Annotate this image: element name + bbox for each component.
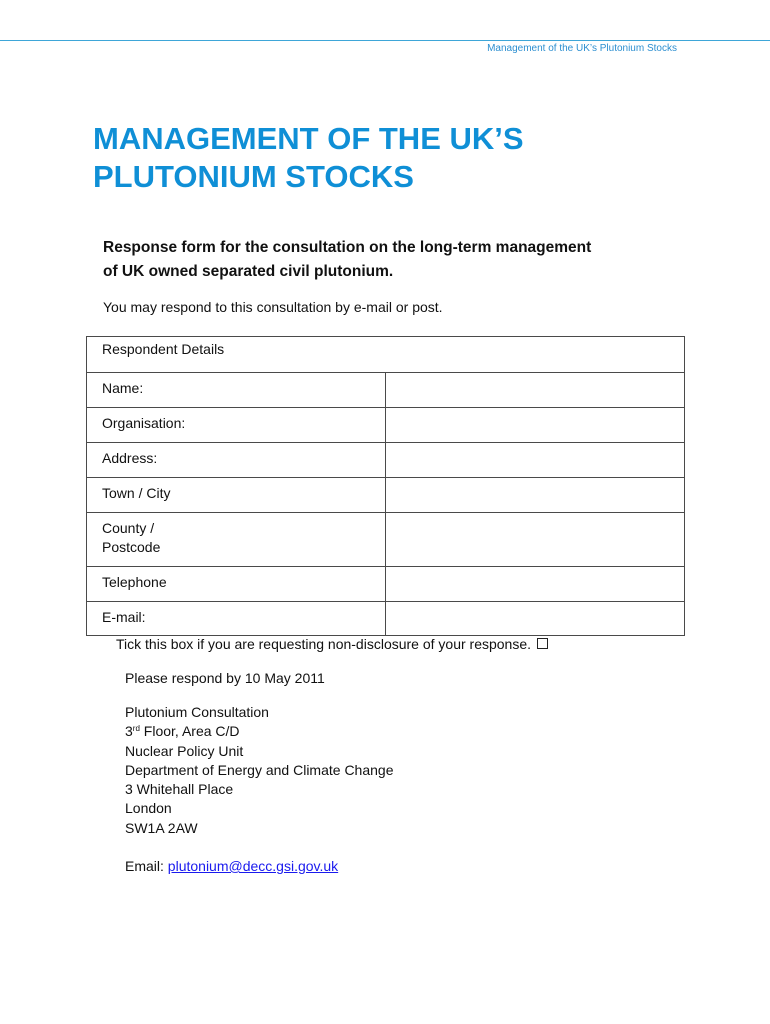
town-city-label: Town / City bbox=[87, 478, 386, 513]
document-title bbox=[93, 120, 713, 196]
town-city-field[interactable] bbox=[386, 478, 684, 502]
address-line-2 bbox=[125, 722, 393, 741]
table-row bbox=[87, 408, 685, 443]
organisation-field[interactable] bbox=[386, 408, 684, 432]
email-label: E-mail: bbox=[87, 602, 386, 636]
address-line-1: Plutonium Consultation bbox=[125, 704, 269, 720]
county-postcode-label bbox=[87, 513, 386, 567]
intro-text: You may respond to this consultation by e-mail or post. bbox=[103, 299, 443, 315]
address-line-6: London bbox=[125, 800, 172, 817]
email-prefix: Email: bbox=[125, 858, 168, 874]
email-field[interactable] bbox=[386, 602, 684, 626]
table-row bbox=[87, 567, 685, 602]
telephone-cell bbox=[386, 567, 685, 602]
county-label-line-2: Postcode bbox=[102, 539, 161, 555]
address-field[interactable] bbox=[386, 443, 684, 467]
telephone-field[interactable] bbox=[386, 567, 684, 591]
table-row bbox=[87, 513, 685, 567]
county-postcode-cell bbox=[386, 513, 685, 567]
organisation-cell bbox=[386, 408, 685, 443]
telephone-label: Telephone bbox=[87, 567, 386, 602]
organisation-label: Organisation: bbox=[87, 408, 386, 443]
subtitle-line-2: of UK owned separated civil plutonium. bbox=[103, 263, 394, 280]
email-cell bbox=[386, 602, 685, 636]
address-label: Address: bbox=[87, 443, 386, 478]
address-line-5: 3 Whitehall Place bbox=[125, 781, 234, 798]
county-postcode-field[interactable] bbox=[386, 513, 684, 537]
floor-number: 3 bbox=[125, 723, 133, 740]
title-line-2: PLUTONIUM STOCKS bbox=[93, 159, 414, 194]
floor-ordinal: rd bbox=[132, 724, 140, 734]
address-cell bbox=[386, 443, 685, 478]
name-field[interactable] bbox=[386, 373, 684, 397]
table-row bbox=[87, 478, 685, 513]
name-cell bbox=[386, 373, 685, 408]
town-city-cell bbox=[386, 478, 685, 513]
address-line-4: Department of Energy and Climate Change bbox=[125, 761, 394, 778]
email-line bbox=[125, 858, 338, 874]
name-label: Name: bbox=[87, 373, 386, 408]
respondent-details-table bbox=[86, 336, 685, 636]
table-row bbox=[87, 373, 685, 408]
header-rule bbox=[0, 40, 770, 41]
nondisclosure-text: Tick this box if you are requesting non-disclosure of your response. bbox=[116, 636, 532, 652]
table-row bbox=[87, 602, 685, 636]
deadline-text: Please respond by 10 May 2011 bbox=[125, 670, 325, 686]
postal-address bbox=[125, 703, 393, 838]
address-line-3: Nuclear Policy Unit bbox=[125, 742, 244, 759]
title-line-1: MANAGEMENT OF THE UK’S bbox=[93, 121, 524, 156]
nondisclosure-line bbox=[116, 636, 548, 652]
floor-rest: Floor, Area C/D bbox=[139, 723, 240, 740]
subtitle-line-1: Response form for the consultation on the long-term management bbox=[103, 239, 592, 256]
running-header: Management of the UK’s Plutonium Stocks bbox=[487, 43, 677, 54]
table-header-row bbox=[87, 337, 685, 373]
county-label-line-1: County / bbox=[102, 520, 155, 536]
address-line-7: SW1A 2AW bbox=[125, 819, 198, 836]
table-heading: Respondent Details bbox=[87, 337, 685, 373]
nondisclosure-checkbox[interactable] bbox=[537, 638, 548, 649]
form-subtitle bbox=[103, 236, 693, 284]
email-link[interactable]: plutonium@decc.gsi.gov.uk bbox=[167, 858, 339, 874]
table-row bbox=[87, 443, 685, 478]
